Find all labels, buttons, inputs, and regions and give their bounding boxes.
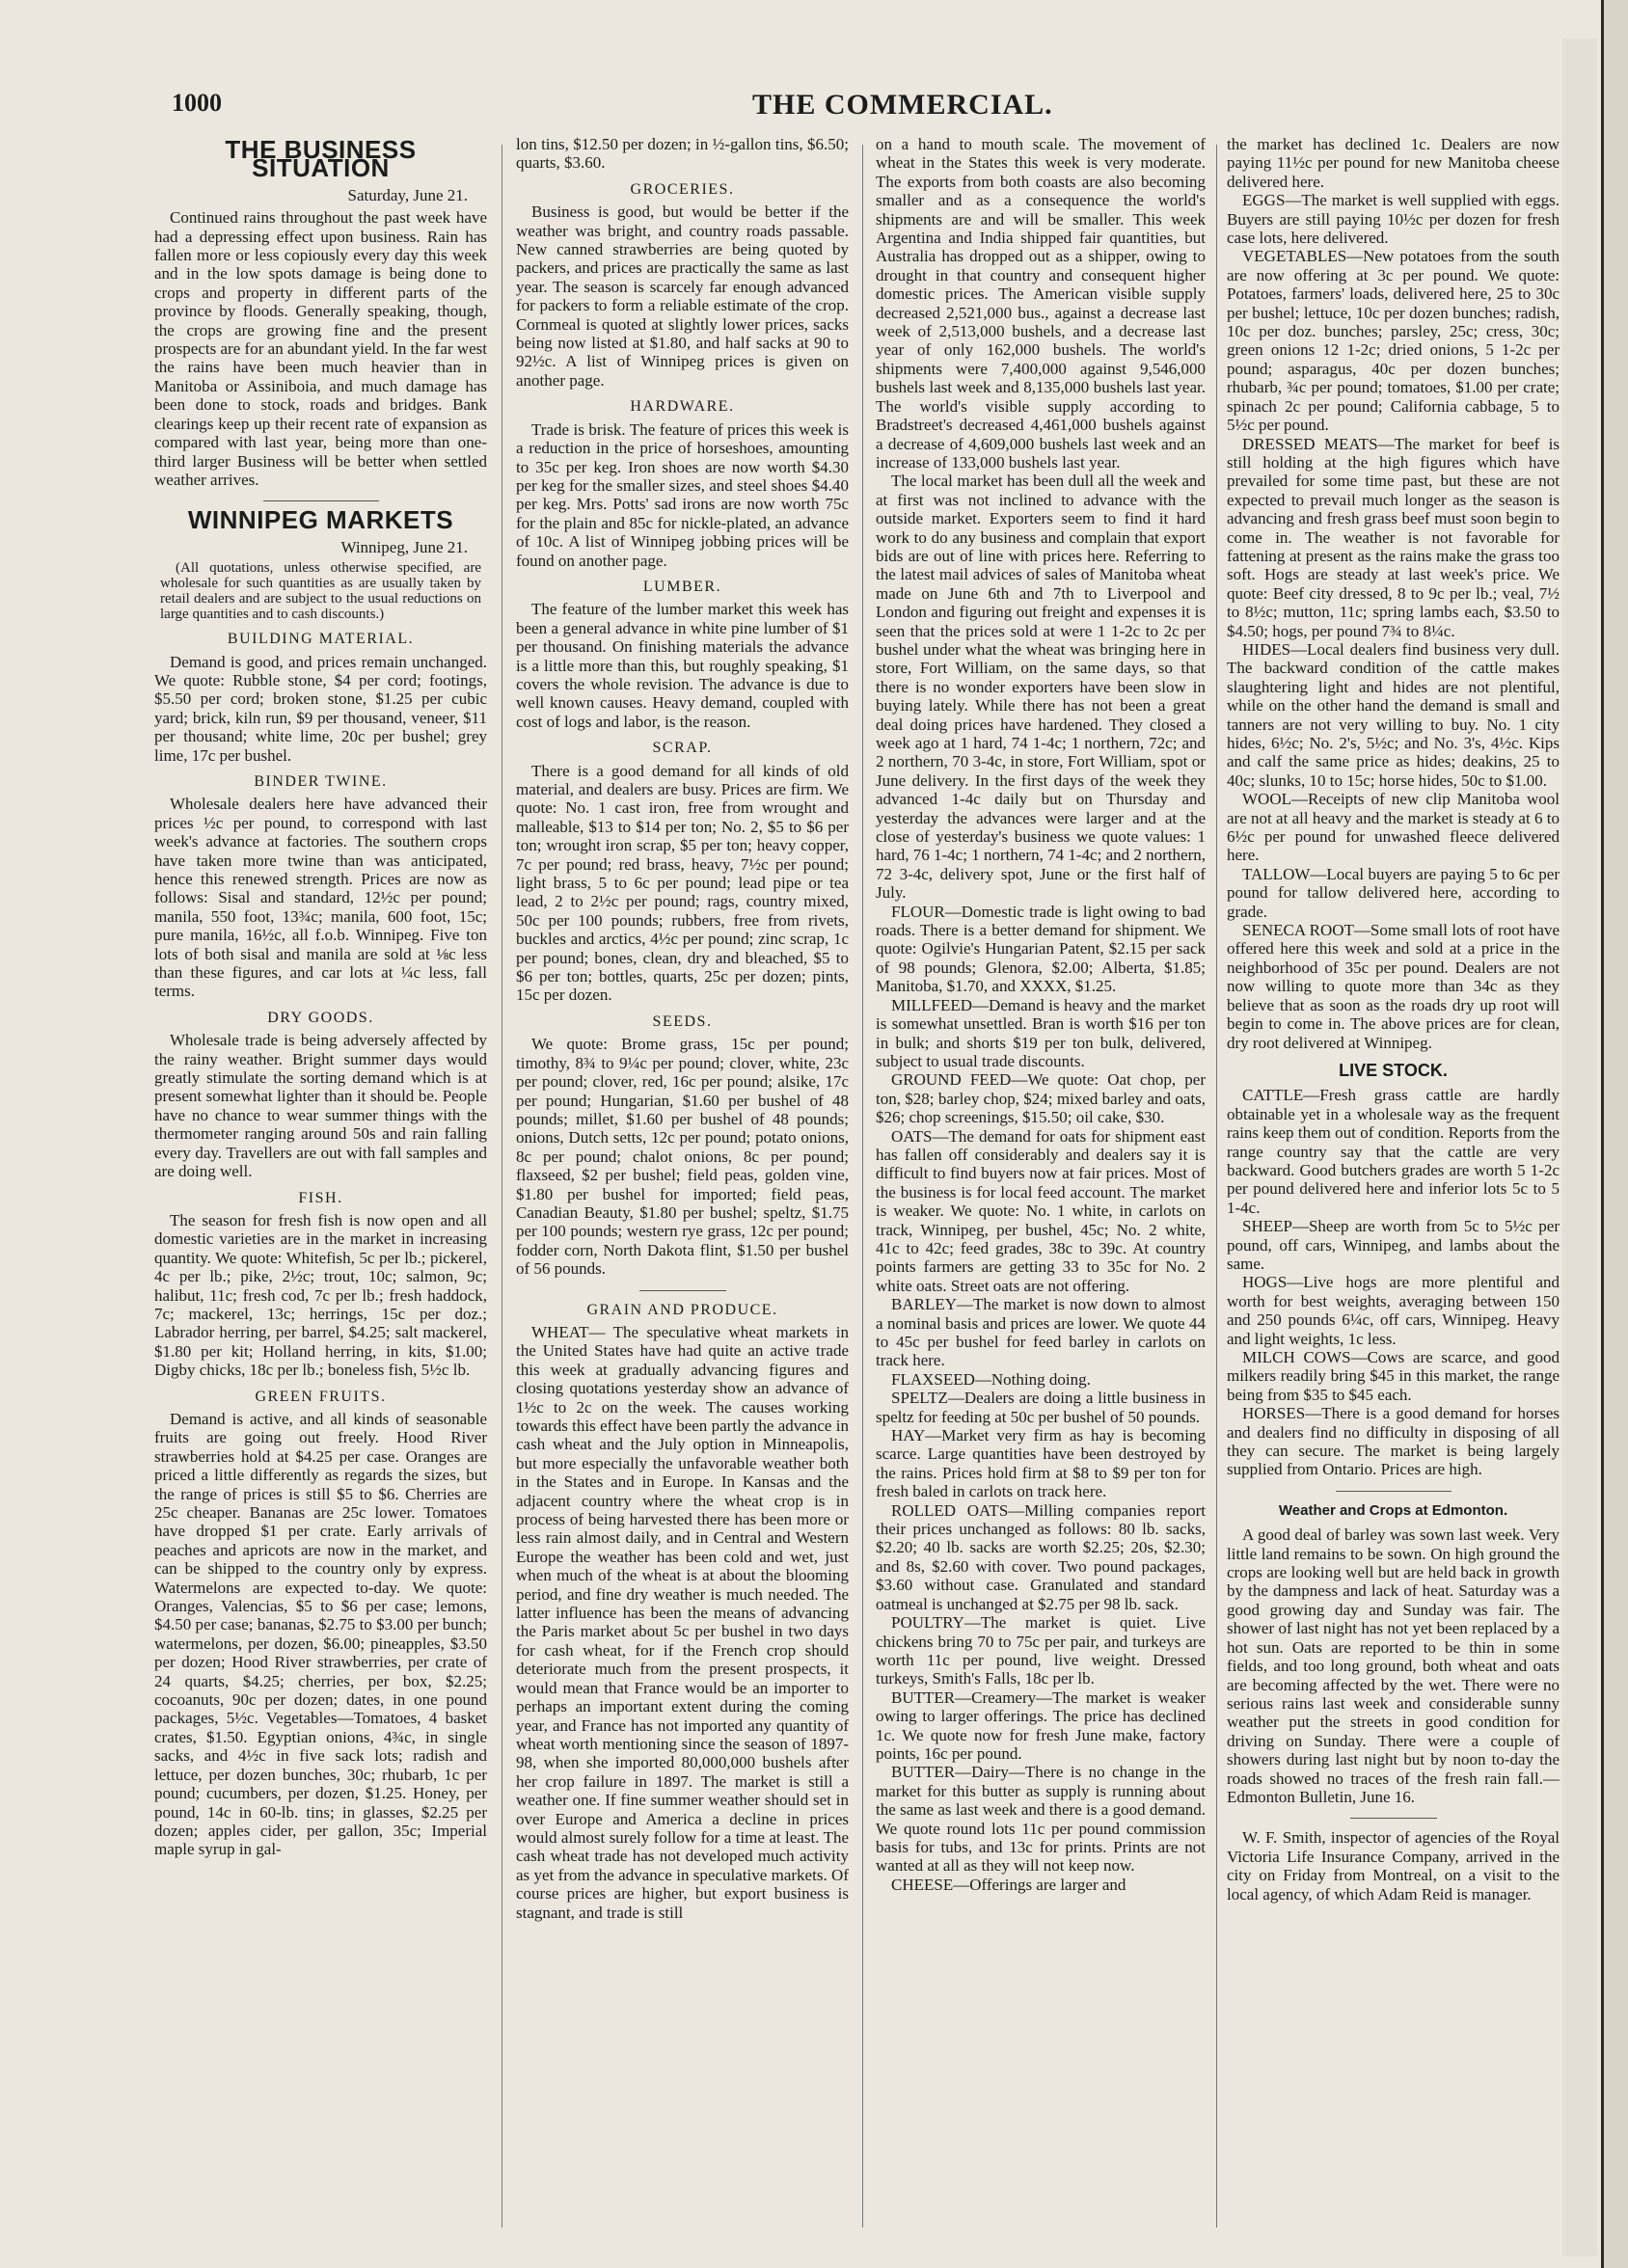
column-1 — [154, 135, 487, 2237]
millfeed-text: MILLFEED—Demand is heavy and the market is somewhat unsettled. Bran is worth $16 per ton in bulk; and shorts $19 per ton bulk, delivered, subject to usual trade discounts. — [876, 995, 1206, 1070]
grain-produce-heading: GRAIN AND PRODUCE. — [586, 1301, 778, 1318]
section-divider — [639, 1290, 726, 1291]
column-4 — [1227, 135, 1560, 2237]
binder-twine-text: Wholesale dealers here have advanced their prices ½c per pound, to correspond with last week's advance at factories. The southern crops have taken more twine than was anticipated, hence this renewed strength. Prices are now as follows: Sisal and standard, 12½c per pound; manila, 550 foot, 13¾c; manila, 600 foot, 15c; pure manila, 16½c, all f.o.b. Winnipeg. Five ton lots of both sisal and manila are sold at ⅛c less than these figures, and car lots at ¼c less, fall terms. — [154, 795, 487, 1001]
lumber-heading: LUMBER. — [642, 578, 722, 595]
groceries-text: Business is good, but would be better if the weather was bright, and country roads passable. New canned strawberries are being quoted by packers, and prices are practically the same as last year. The season is scarcely far enough advanced for packers to form a reliable estimate of the crop. Cornmeal is quoted at slightly lower prices, sacks being now listed at $1.80, and half sacks at 90 to 92½c. A list of Winnipeg prices is given on another page. — [516, 202, 849, 390]
dry-goods-text: Wholesale trade is being adversely affected by the rainy weather. Bright summer days would greatly stimulate the sorting demand which is at present somewhat lighter than it should be. People have no chance to wear summer things with the thermometer ranging around 50s and rain falling every day. Travellers are out with fall samples and are doing well. — [154, 1031, 487, 1181]
column-3 — [876, 135, 1206, 2237]
business-situation-text: Continued rains throughout the past week have had a depressing effect upon business. Rain has fallen more or less copiously every day this week and in the low spots damage is being done to crops and property in different parts of the province by floods. Generally speaking, though, the crops are growing fine and the present prospects are for an abundant yield. In the far west the rains have been much heavier than in Manitoba or Assiniboia, and much damage has been done to stock, roads and bridges. Bank clearings keep up their recent rate of expansion as compared with last year, being more than one-third larger Business will be better when settled weather arrives. — [154, 208, 487, 489]
dressed-meats-text: DRESSED MEATS—The market for beef is still holding at the high figures which have prevailed for some time past, but these are not expected to prevail much longer as the season is advancing and fresh grass beef must soon begin to come in. The weather is not favorable for fattening at present as the rains make the grass too soft. Hogs are steady at last week's price. We quote: Beef city dressed, 8 to 9c per lb.; veal, 7½ to 8½c; mutton, 11c; spring lambs each, $3.50 to $4.50; hogs, per pound 7¾ to 8¼c. — [1227, 434, 1560, 640]
horses-text: HORSES—There is a good demand for horses and dealers find no difficulty in disposing of all they can secure. The market is being largely supplied from Ontario. Prices are high. — [1227, 1404, 1560, 1479]
adjacent-page-strip — [1562, 39, 1597, 2256]
butter-creamery-text: BUTTER—Creamery—The market is weaker owing to larger offerings. The price has declined 1c. We quote now for fresh June make, factory points, 16c per pound. — [876, 1688, 1206, 1763]
section-divider — [1336, 1491, 1452, 1492]
column-rule — [862, 145, 863, 2228]
lumber-text: The feature of the lumber market this week has been a general advance in white pine lumber of $1 per thousand. On finishing materials the advance is a little more than this, but roughly speaking, $1 covers the whole revision. The advance is due to well known causes. Heavy demand, coupled with cost of logs and labor, is the reason. — [516, 600, 849, 731]
flaxseed-text: FLAXSEED—Nothing doing. — [891, 1369, 1091, 1389]
masthead-title: THE COMMERCIAL. — [752, 89, 1053, 121]
section-divider — [263, 500, 379, 501]
oats-text: OATS—The demand for oats for shipment east has fallen off considerably and dealers say it is difficult to find buyers now at fair prices. Most of the business is for local feed account. The market is weaker. We quote: No. 1 white, in carlots on track, Winnipeg, per bushel, 45c; No. 2 white, 41c to 42c; feed grades, 38c to 39c. At country points farmers are getting 33 to 35c for No. 2 white oats. Street oats are not offering. — [876, 1126, 1206, 1295]
wheat-continuation-text: on a hand to mouth scale. The movement of wheat in the States this week is very moderate. The exports from both coasts are also becoming smaller and as a consequence the world's shipments are and will be smaller. This week Argentina and India shipped fair quantities, but Australia has dropped out as a shipper, owing to drought in that country and consequent higher domestic prices. The American visible supply decreased 2,521,000 bus., against a decrease last week of 2,513,000 bushels, and a decrease last year of only 162,000 bushels. The world's shipments were 7,400,000 against 9,546,000 bushels last week and 8,135,000 bushels last year. The world's visible supply according to Bradstreet's decreased 4,461,000 bushels against a decrease of 4,609,000 bushels last week and an increase of 133,000 bushels last year. — [876, 135, 1206, 472]
seneca-root-text: SENECA ROOT—Some small lots of root have offered here this week and sold at a price in the neighborhood of 35c per pound. Dealers are not now willing to quote more than 34c as they believe that as soon as the roads dry up root will begin to come in. The above prices are for clean, dry root delivered at Winnipeg. — [1227, 921, 1560, 1052]
page-header — [164, 89, 1533, 127]
building-material-heading: BUILDING MATERIAL. — [227, 631, 415, 648]
winnipeg-markets-heading: WINNIPEG MARKETS — [187, 505, 454, 535]
hardware-heading: HARDWARE. — [630, 398, 735, 416]
scrap-heading: SCRAP. — [652, 740, 713, 757]
edmonton-text: A good deal of barley was sown last week. Very little land remains to be sown. On high ground the crops are looking well but are held back in growth by the dampness and lack of heat. Saturday was a good growing day and Sunday was fair. The shower of last night has not yet been replaced by a hot sun. Oats are reported to be thin in some fields, and too long ground, both wheat and oats are becoming affected by the wet. There were no serious rains last week and considerable sunny weather put the streets in good condition for driving on Sunday. There were a couple of showers during last night but by noon to-day the roads showed no traces of the fresh rain fall.—Edmonton Bulletin, June 16. — [1227, 1526, 1560, 1806]
wheat-text: WHEAT— The speculative wheat markets in the United States have had quite an active trade this week at gradually advancing figures and closing quotations yesterday show an advance of 1½c to 2c on the week. The causes working towards this effect have been partly the advance in cash wheat and the July option in Minneapolis, but more especially the unfavorable weather both in the States and in Europe. In Kansas and the adjacent country where the wheat crop is in process of being harvested there has been more or less rain almost daily, and in Central and Western Europe the weather has been cold and wet, just when much of the wheat is at about the blooming period, and fine dry weather is much needed. The latter influence has been the means of advancing the Paris market about 5c per bushel in two days for cash wheat, for if the French crop should deteriorate much from the present prospects, it would mean that France would be an importer to perhaps an important extent during the coming year, and France has not imported any quantity of wheat worth mentioning since the season of 1897-98, when she imported 80,000,000 bushels after her crop failure in 1897. The market is still a weather one. If fine summer weather should set in over Europe and America a decline in prices would almost surely follow for a time at least. The cash wheat trade has not developed much activity as yet from the advance in speculative markets. Of course prices are higher, but export business is stagnant, and trade is still — [516, 1322, 849, 1922]
butter-dairy-text: BUTTER—Dairy—There is no change in the market for this butter as supply is running about the same as last week and there is a good demand. We quote round lots 11c per pound commission basis for tubs, and 13c for prints. Prints are not wanted at all as they will not keep now. — [876, 1763, 1206, 1876]
live-stock-heading: LIVE STOCK. — [1339, 1060, 1448, 1080]
flour-text: FLOUR—Domestic trade is light owing to bad roads. There is a better demand for shipment. We quote: Ogilvie's Hungarian Patent, $2.15 per sack of 98 pounds; Glenora, $2.00; Alberta, $1.85; Manitoba, $1.70, and XXXX, $1.25. — [876, 902, 1206, 996]
column-2 — [516, 135, 849, 2237]
column-rule — [1216, 145, 1217, 2228]
dry-goods-heading: DRY GOODS. — [267, 1009, 374, 1026]
syrup-continuation-text: lon tins, $12.50 per dozen; in ½-gallon tins, $6.50; quarts, $3.60. — [516, 135, 849, 173]
ground-feed-text: GROUND FEED—We quote: Oat chop, per ton, $28; barley chop, $24; mixed barley and oats, $26; chop screenings, $15.50; oil cake, $30. — [876, 1070, 1206, 1127]
groceries-heading: GROCERIES. — [630, 180, 735, 198]
quotations-note: (All quotations, unless otherwise specified, are wholesale for such quantities as are usually taken by retail dealers and are subject to the usual reductions on large quantities and to cash discounts.) — [160, 560, 481, 623]
section-divider — [1350, 1818, 1437, 1819]
milch-cows-text: MILCH COWS—Cows are scarce, and good milkers readily bring $45 in this market, the range being from $35 to $45 each. — [1227, 1348, 1560, 1404]
eggs-text: EGGS—The market is well supplied with eggs. Buyers are still paying 10½c per dozen for fresh case lots, here delivered. — [1227, 191, 1560, 248]
fish-heading: FISH. — [298, 1189, 343, 1206]
green-fruits-heading: GREEN FRUITS. — [255, 1388, 387, 1405]
smith-notice-text: W. F. Smith, inspector of agencies of the Royal Victoria Life Insurance Company, arrived in the city on Friday from Montreal, on a visit to the local agency, of which Adam Reid is manager. — [1227, 1828, 1560, 1904]
green-fruits-text: Demand is active, and all kinds of seasonable fruits are going out freely. Hood River strawberries hold at $4.25 per case. Oranges are priced a little differently as regards the sizes, but the range of prices is still $5 to $6. Cherries are 25c cheaper. Bananas are 25c lower. Tomatoes have dropped $1 per crate. Early arrivals of peaches and apricots are now in the market, and can be shipped to the country only by express. Watermelons are expected to-day. We quote: Oranges, Valencias, $5 to $6 per case; lemons, $4.50 per case; bananas, $2.75 to $3.00 per bunch; watermelons, per dozen, $6.00; pineapples, $3.50 per dozen; Hood River strawberries, per crate of 24 quarts, $4.25; cherries, per box, $2.25; cocoanuts, 90c per dozen; dates, in one pound packages, 5½c. Vegetables—Tomatoes, 4 basket crates, $1.50. Egyptian onions, 4¾c, in single sacks, and 4½c in five sack lots; radish and lettuce, per dozen bunches, 30c; rhubarb, 1c per pound; cucumbers, per dozen, $1.25. Honey, per pound, 14c in 60-lb. tins; in glasses, $2.25 per dozen; apples cider, per gallon, 35c; Imperial maple syrup in gal- — [154, 1409, 487, 1859]
hides-text: HIDES—Local dealers find business very dull. The backward condition of the cattle makes slaughtering light and hides are not plentiful, while on the other hand the demand is small and tanners are not very willing to buy. No. 1 city hides, 6½c; No. 2's, 5½c; and No. 3's, 4½c. Kips and calf the same price as hides; deakins, 25 to 40c; slunks, 10 to 15c; horse hides, 50c to $1.00. — [1227, 639, 1560, 790]
speltz-text: SPELTZ—Dealers are doing a little business in speltz for feeding at 50c per bushel of 50 pounds. — [876, 1389, 1206, 1426]
seeds-text: We quote: Brome grass, 15c per pound; timothy, 8¾ to 9¼c per pound; clover, white, 23c per pound; clover, red, 16c per pound; alsike, 17c per pound; Hungarian, $1.60 per bushel of 48 pounds; millet, $1.60 per bushel of 48 pounds; onions, Dutch setts, 12c per pound; potato onions, 8c per pound; chalot onions, 8c per pound; flaxseed, $2 per bushel; field peas, golden vine, $1.80 per bushel for imported; field peas, Canadian Beauty, $1.80 per bushel; speltz, $1.75 per 100 pounds; western rye grass, 12c per pound; fodder corn, North Dakota flint, $1.50 per bushel of 56 pounds. — [516, 1035, 849, 1279]
cheese-text: CHEESE—Offerings are larger and — [891, 1875, 1126, 1894]
business-dateline: Saturday, June 21. — [347, 185, 468, 204]
seeds-heading: SEEDS. — [652, 1012, 713, 1030]
page-number: 1000 — [172, 89, 222, 117]
business-situation-heading: THE BUSINESS SITUATION — [225, 135, 417, 183]
page-binding-edge — [1601, 0, 1628, 2268]
barley-text: BARLEY—The market is now down to almost a nominal basis and prices are lower. We quote 44 to 45c per bushel for feed barley in carlots on track here. — [876, 1295, 1206, 1370]
fish-text: The season for fresh fish is now open and all domestic varieties are in the market in increasing quantity. We quote: Whitefish, 5c per lb.; pickerel, 4c per lb.; pike, 2½c; trout, 10c; salmon, 9c; halibut, 11c; fresh cod, 7c per lb.; fresh haddock, 7c; mackerel, 13c; herrings, 15c per doz.; Labrador herring, per barrel, $4.25; salt mackerel, $1.80 per kit; Holland herring, in kits, $1.00; Digby chicks, 18c per lb.; boneless fish, 5½c lb. — [154, 1210, 487, 1380]
markets-dateline: Winnipeg, June 21. — [340, 537, 468, 556]
local-market-text: The local market has been dull all the week and at first was not inclined to advance with the outside market. Exporters seem to find it hard work to do any business and complain that export bids are out of line with prices here. Referring to the latest mail advices of sales of Manitoba wheat made on June 6th and 7th to Liverpool and London and figuring out freight and expenses it is seen that the prices sold at were 1 1-2c to 2c per bushel under what the wheat was bringing here in store, Fort William, on the same days, so that there is no wonder exporters have been slow in buying lately. While there has not been a great deal doing prices have hardened. They closed a week ago at 1 hard, 74 1-4c; 1 northern, 72c; and 2 northern, 70 3-4c, in store, Fort William, spot or June delivery. In the first days of the week they advanced 1-4c daily but on Thursday and yesterday the advances were larger and at the close of yesterday's business we quote values: 1 hard, 76 1-4c; 1 northern, 74 1-4c; and 2 northern, 72 3-4c, delivery spot, June or the first half of July. — [876, 472, 1206, 903]
cheese-continuation-text: the market has declined 1c. Dealers are now paying 11½c per pound for new Manitoba cheese delivered here. — [1227, 135, 1560, 191]
wool-text: WOOL—Receipts of new clip Manitoba wool are not at all heavy and the market is steady at 6 to 6½c per pound for unwashed fleece delivered here. — [1227, 790, 1560, 865]
rolled-oats-text: ROLLED OATS—Milling companies report their prices unchanged as follows: 80 lb. sacks, $2.20; 40 lb. sacks are worth $2.25; 20s, $2.30; and 8s, $2.60 with cover. Two pound packages, $3.60 without case. Granulated and standard oatmeal is unchanged at $2.75 per 98 lb. sack. — [876, 1500, 1206, 1613]
vegetables-text: VEGETABLES—New potatoes from the south are now offering at 3c per pound. We quote: Potatoes, farmers' loads, delivered here, 25 to 30c per bushel; lettuce, 10c per dozen bunches; radish, 10c per doz. bunches; parsley, 25c; cress, 30c; green onions 12 1-2c; dried onions, 5 1-2c per pound; asparagus, 40c per dozen bunches; rhubarb, ¾c per pound; tomatoes, $1.00 per crate; spinach 2c per pound; California cabbage, 5 to 5½c per pound. — [1227, 247, 1560, 435]
sheep-text: SHEEP—Sheep are worth from 5c to 5½c per pound, off cars, Winnipeg, and lambs about the same. — [1227, 1217, 1560, 1273]
hogs-text: HOGS—Live hogs are more plentiful and worth for best weights, averaging between 150 and 250 pounds 6¼c, off cars, Winnipeg. Heavy and light weights, 1c less. — [1227, 1273, 1560, 1348]
poultry-text: POULTRY—The market is quiet. Live chickens bring 70 to 75c per pair, and turkeys are worth 11c per pound, live weight. Dressed turkeys, Smith's Falls, 18c per lb. — [876, 1613, 1206, 1688]
hay-text: HAY—Market very firm as hay is becoming scarce. Large quantities have been destroyed by the rains. Prices hold firm at $8 to $9 per ton for fresh baled in carlots on track here. — [876, 1426, 1206, 1501]
cattle-text: CATTLE—Fresh grass cattle are hardly obtainable yet in a wholesale way as the frequent rains keep them out of condition. Reports from the range country say that the cattle are very backward. Good butchers grades are worth 5 1-2c per pound delivered here and inferior lots 5c to 5 1-4c. — [1227, 1086, 1560, 1217]
building-material-text: Demand is good, and prices remain unchanged. We quote: Rubble stone, $4 per cord; footings, $5.50 per cord; broken stone, $1.25 per cubic yard; brick, kiln run, $9 per thousand, veneer, $11 per thousand; white lime, 20c per bushel; grey lime, 17c per bushel. — [154, 652, 487, 765]
hardware-text: Trade is brisk. The feature of prices this week is a reduction in the price of horseshoes, amounting to 35c per keg. Iron shoes are now worth $4.30 per keg for the smaller sizes, and steel shoes $4.40 per keg. Mrs. Potts' sad irons are now worth 75c for the plain and 85c for nickle-plated, an advance of 10c. A list of Winnipeg jobbing prices will be found on another page. — [516, 419, 849, 570]
binder-twine-heading: BINDER TWINE. — [254, 772, 388, 790]
scrap-text: There is a good demand for all kinds of old material, and dealers are busy. Prices are firm. We quote: No. 1 cast iron, free from wrought and malleable, $13 to $14 per ton; No. 2, $5 to $6 per ton; wrought iron scrap, $5 per ton; heavy copper, 7c per pound; red brass, heavy, 7½c per pound; light brass, 5 to 6c per pound; lead pipe or tea lead, 2 to 2½c per pound; rags, country mixed, 50c per 100 pounds; rubbers, free from rivets, buckles and arctics, 4½c per pound; zinc scrap, 1c per pound; bones, clean, dry and bleached, $5 to $6 per ton; bottles, quarts, 25c per dozen; pints, 15c per dozen. — [516, 761, 849, 1005]
tallow-text: TALLOW—Local buyers are paying 5 to 6c per pound for tallow delivered here, according to grade. — [1227, 864, 1560, 921]
edmonton-heading: Weather and Crops at Edmonton. — [1278, 1501, 1508, 1519]
